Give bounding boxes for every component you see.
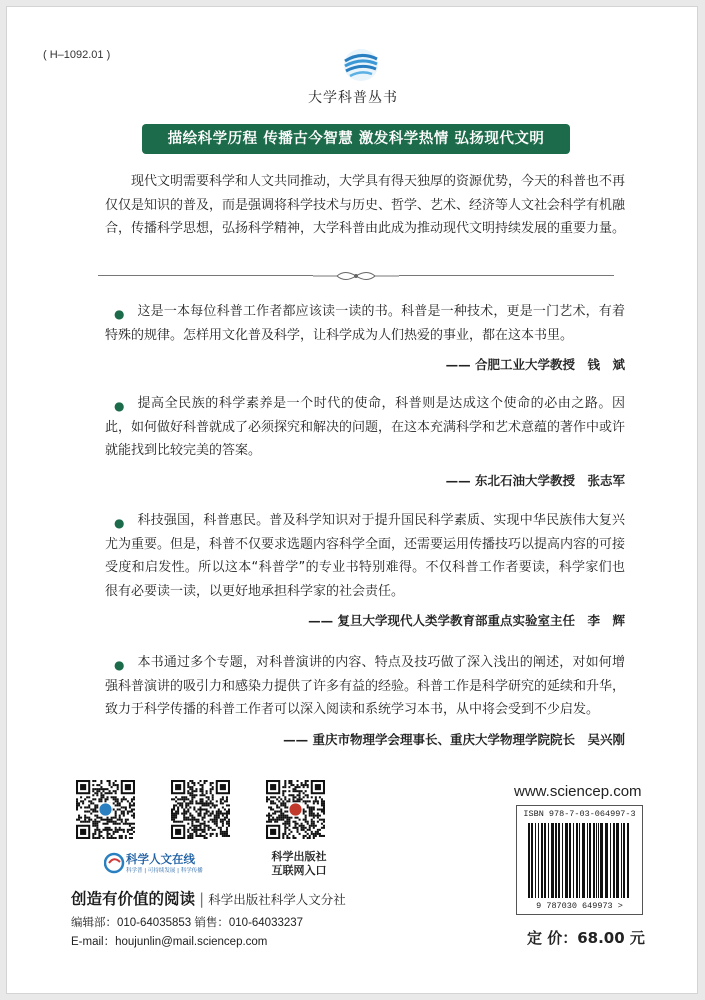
ean-number: 9 787030 649973 > [536,901,623,911]
endorsement-attribution: —— 复旦大学现代人类学教育部重点实验室主任 李 辉 [308,613,625,628]
isbn-number: ISBN 978-7-03-064997-3 [523,809,636,819]
endorsement-4 [105,651,625,751]
price-label: 定 价：68.00 元 [527,929,645,947]
bullet-icon: ● [114,399,125,413]
bullet-icon: ● [114,658,125,672]
endorsement-attribution: —— 合肥工业大学教授 钱 斌 [445,357,625,372]
slogan-banner: 描绘科学历程 传播古今智慧 激发科学热情 弘扬现代文明 [142,124,570,154]
reading-slogan: 创造有价值的阅读 | 科学出版社科学人文分社 [71,890,346,908]
endorsement-1 [105,300,625,377]
series-name: 大学科普丛书 [308,90,398,106]
qr-code-icon[interactable] [171,780,230,839]
series-logo-icon [341,47,381,83]
publisher-division: 科学出版社科学人文分社 [208,892,346,907]
contact-email: E-mail：houjunlin@mail.sciencep.com [71,936,268,948]
ornament-divider [98,269,614,283]
intro-paragraph: 现代文明需要科学和人文共同推动，大学具有得天独厚的资源优势，今天的科普也不再仅仅是知识的普及，而是强调将科学技术与历史、哲学、艺术、经济等人文社会科学有机融合，传播科学思想，弘扬科学精神，大学科普由此成为推动现代文明持续发展的重要力量。 [105,174,626,236]
slogan-text: 创造有价值的阅读 [71,890,196,908]
qr-code-icon[interactable] [76,780,135,839]
qr-code-icon[interactable] [266,780,325,839]
barcode-icon [526,823,634,898]
endorsement-attribution: —— 东北石油大学教授 张志军 [445,472,625,488]
endorsement-text: 这是一本每位科普工作者都应该读一读的书。科普是一种技术，更是一门艺术，有着特殊的规律。怎样用文化普及科学，让科学成为人们热爱的事业，都在这本书里。 [105,304,625,343]
endorsement-3 [105,509,625,633]
contact-phones: 编辑部：010-64035853 销售：010-64033237 [71,917,304,929]
catalog-code: ( H–1092.01 ) [43,49,111,61]
endorsement-2 [105,392,625,492]
endorsement-text: 科技强国，科普惠民。普及科学知识对于提升国民科学素质、实现中华民族伟大复兴尤为重要。但是，科普不仅要求选题内容科学全面，还需要运用传播技巧以提高内容的可接受度和启发性。所以这本“科普学”的专业书特别难得。不仅科普工作者要读，科学家们也很有必要读一读，以更好地承担科学家的社会责任。 [105,513,626,599]
bullet-icon: ● [114,516,125,530]
back-cover [6,6,698,994]
website-link[interactable]: www.sciencep.com [514,783,642,800]
endorsement-text: 提高全民族的科学素养是一个时代的使命，科普则是达成这个使命的必由之路。因此，如何做好科普就成了必须探究和解决的问题，在这本充满科学和艺术意蕴的著作中或许就能找到比较完美的答案。 [105,396,626,458]
bullet-icon: ● [114,307,125,321]
isbn-barcode [516,805,643,915]
endorsement-attribution: —— 重庆市物理学会理事长、重庆大学物理学院院长 吴兴刚 [283,731,625,747]
logo-name: 科学人文在线 [126,852,195,866]
publisher-entry-label: 科学出版社 互联网入口 [271,850,327,877]
science-humanities-online-logo [104,850,203,876]
logo-subtitle: 科学普 | 可持续发展 | 科学传播 [126,868,203,874]
endorsement-text: 本书通过多个专题，对科普演讲的内容、特点及技巧做了深入浅出的阐述，对如何增强科普演讲的吸引力和感染力提供了许多有益的经验。科普工作是科学研究的延续和升华，致力于科学传播的科普工作者可以深入阅读和系统学习本书，从中将会受到不少启发。 [105,655,626,717]
ornament-icon [313,269,399,283]
